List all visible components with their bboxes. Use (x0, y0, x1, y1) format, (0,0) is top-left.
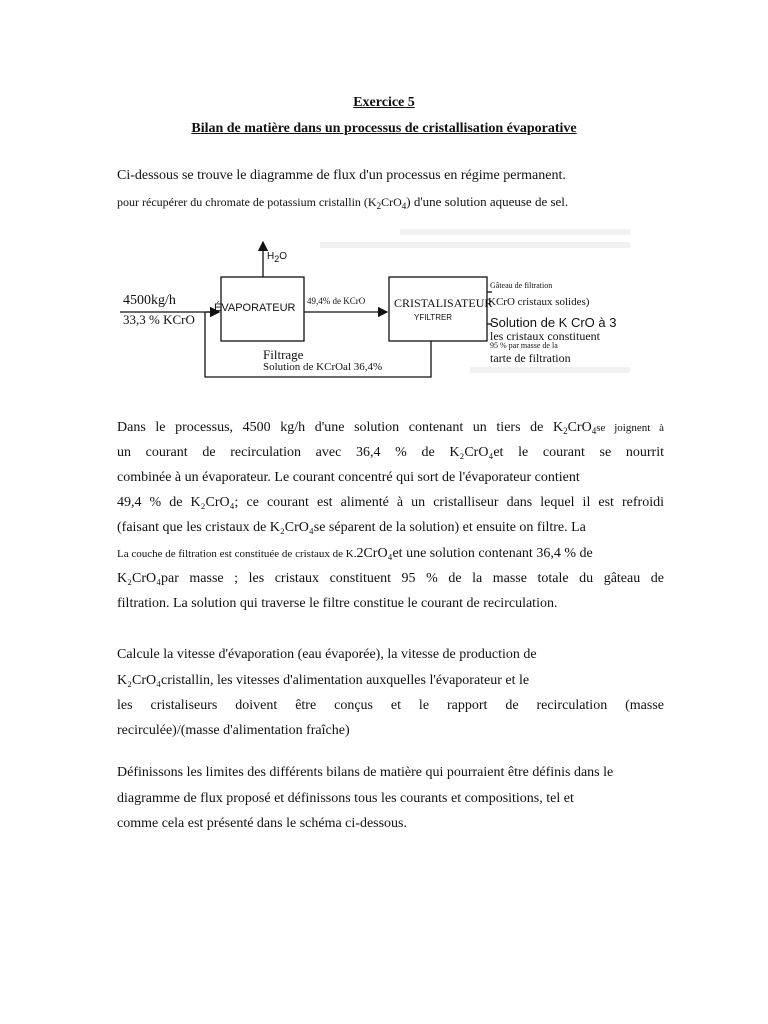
paragraph-1-line-7: K₂CrO₄par masse ; les cristaux constituent 95 % de la masse totale du gâteau de (117, 571, 664, 586)
paragraph-1-line-3: combinée à un évaporateur. Le courant concentré qui sort de l'évaporateur contient (117, 470, 580, 485)
h2o-label: $H_2O$ (267, 251, 288, 264)
intro-line-2: pour récupérer du chromate de potassium cristallin $(K_2CrO_4)$ d'une solution aqueuse de sel. (117, 194, 569, 211)
paragraph-2-line-4: recirculée)/(masse d'alimentation fraîche) (117, 723, 350, 738)
crystallizer-label: CRISTALISATEUR (394, 296, 493, 310)
evaporator-label: ÉVAPORATEUR (214, 302, 296, 314)
cake-crystals-label: KCrO cristaux solides) (488, 296, 590, 308)
paragraph-3-line-3: comme cela est présenté dans le schéma ci-dessous. (117, 816, 408, 831)
flow-diagram (100, 230, 680, 390)
paragraph-1-line-1: Dans le processus, 4500 kg/h d'une solution contenant un tiers de $K_2CrO_4se$ joignent à (117, 420, 664, 436)
crystals-constitute-label: les cristaux constituent (490, 329, 600, 343)
paragraph-3-line-2: diagramme de flux proposé et définissons tous les courants et compositions, tel et (117, 791, 574, 806)
paragraph-1-line-5: (faisant que les cristaux de K₂CrO₄se séparent de la solution) et ensuite on filtre. La (117, 520, 586, 535)
concentrate-label: 49,4% de KCrO (307, 296, 366, 306)
cake-title-label: Gâteau de filtration (490, 281, 553, 290)
faded-background-text (470, 367, 630, 373)
paragraph-1-line-2: un courant de recirculation avec 36,4 % de K₂CrO₄et le courant se nourrit (117, 445, 664, 460)
paragraph-1-line-8: filtration. La solution qui traverse le filtre constitue le courant de recirculation. (117, 596, 558, 611)
flow-diagram-lines (100, 230, 680, 390)
intro-line-1: Ci-dessous se trouve le diagramme de flux d'un processus en régime permanent. (117, 168, 566, 183)
paragraph-2-line-3: les cristaliseurs doivent être conçus et le rapport de recirculation (masse (117, 698, 664, 713)
feed-rate-label: 4500kg/h (123, 293, 176, 308)
solution-label: Solution de K CrO à 3 (490, 315, 617, 330)
paragraph-3-line-1: Définissons les limites des différents bilans de matière qui pourraient être définis dans le (117, 765, 614, 780)
feed-composition-label: 33,3 % KCrO (123, 312, 195, 327)
paragraph-1-line-6: La couche de filtration est constituée de cristaux de K.2CrO₄et une solution contenant 36,4 % de (117, 546, 593, 561)
exercise-title: Exercice 5 (353, 95, 415, 110)
paragraph-2-line-1: Calcule la vitesse d'évaporation (eau évaporée), la vitesse de production de (117, 647, 537, 662)
filter-cake-label: tarte de filtration (490, 351, 571, 365)
recycle-stream-label: Solution de KCrOal 36,4% (263, 361, 383, 373)
filtration-label: Filtrage (263, 347, 304, 362)
crystallizer-filter-label: YFILTRER (414, 313, 453, 322)
paragraph-1-line-4: 49,4 % de K₂CrO₄; ce courant est alimenté à un cristalliseur dans lequel il est refroidi (117, 495, 664, 510)
paragraph-2-line-2: K₂CrO₄cristallin, les vitesses d'alimentation auxquelles l'évaporateur et le (117, 673, 530, 688)
exercise-subtitle: Bilan de matière dans un processus de cristallisation évaporative (191, 121, 577, 136)
mass-percent-label: 95 % par masse de la (490, 341, 558, 350)
